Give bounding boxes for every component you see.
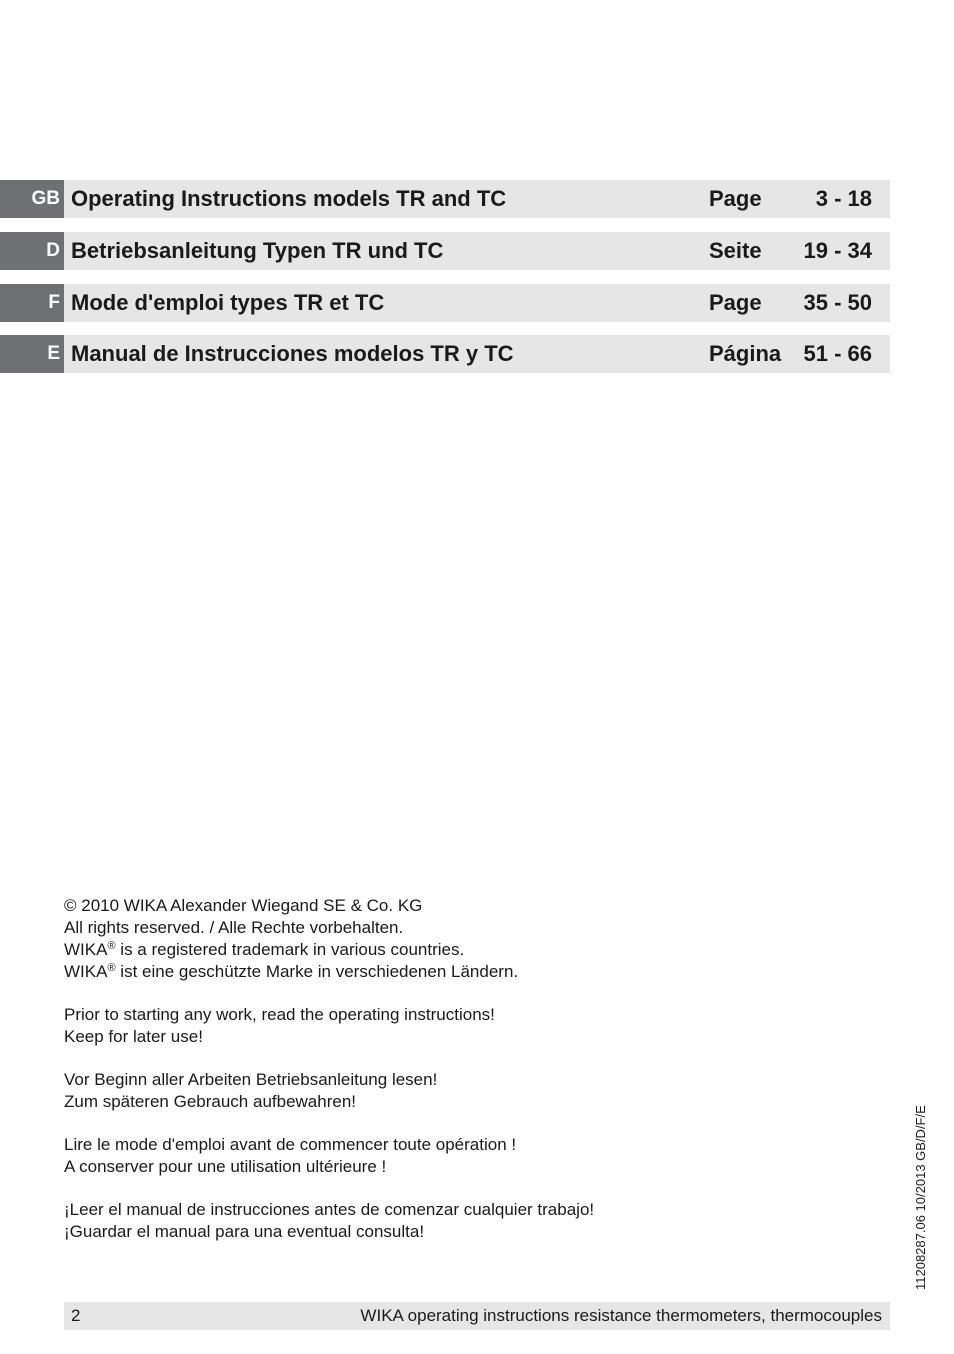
copyright-line: © 2010 WIKA Alexander Wiegand SE & Co. KG xyxy=(64,896,423,915)
legal-notices xyxy=(64,895,764,1264)
toc-page-range: 19 - 34 xyxy=(803,238,872,263)
language-tab: GB xyxy=(0,180,64,218)
trademark-text-de: ist eine geschützte Marke in verschiedenen Ländern. xyxy=(115,962,519,981)
toc-page-label: Page xyxy=(709,290,762,315)
language-tab: D xyxy=(0,232,64,270)
notice-line: Prior to starting any work, read the operating instructions! xyxy=(64,1005,495,1024)
toc-row-f[interactable] xyxy=(0,284,890,322)
notice-line: Vor Beginn aller Arbeiten Betriebsanleitung lesen! xyxy=(64,1070,438,1089)
copyright-block xyxy=(64,895,764,983)
notice-es xyxy=(64,1199,764,1243)
toc-row-gb[interactable] xyxy=(0,180,890,218)
notice-de xyxy=(64,1069,764,1113)
notice-en xyxy=(64,1004,764,1048)
brand-name: WIKA xyxy=(64,962,108,981)
notice-line: A conserver pour une utilisation ultérieure ! xyxy=(64,1157,387,1176)
toc-band xyxy=(64,232,890,270)
toc-page-label: Seite xyxy=(709,238,762,263)
rights-line: All rights reserved. / Alle Rechte vorbehalten. xyxy=(64,918,404,937)
footer-text: WIKA operating instructions resistance thermometers, thermocouples xyxy=(360,1306,882,1325)
trademark-line-de xyxy=(64,961,764,983)
page-footer xyxy=(64,1302,890,1330)
toc-page-range: 35 - 50 xyxy=(803,290,872,315)
document-code: 11208287.06 10/2013 GB/D/F/E xyxy=(913,1105,928,1290)
toc-row-d[interactable] xyxy=(0,232,890,270)
toc-page-range: 3 - 18 xyxy=(815,186,872,211)
toc-band xyxy=(64,180,890,218)
language-tab: F xyxy=(0,284,64,322)
toc-row-e[interactable] xyxy=(0,335,890,373)
language-tab: E xyxy=(0,335,64,373)
toc-band xyxy=(64,335,890,373)
notice-line: Keep for later use! xyxy=(64,1027,203,1046)
toc-page-label: Page xyxy=(709,186,762,211)
notice-line: ¡Leer el manual de instrucciones antes de comenzar cualquier trabajo! xyxy=(64,1200,595,1219)
toc-page-range: 51 - 66 xyxy=(803,341,872,366)
registered-mark: ® xyxy=(107,940,116,952)
toc-page-label: Página xyxy=(709,341,782,366)
toc-title: Manual de Instrucciones modelos TR y TC xyxy=(71,341,514,366)
registered-mark: ® xyxy=(107,962,116,974)
toc-title: Mode d'emploi types TR et TC xyxy=(71,290,385,315)
trademark-text-en: is a registered trademark in various countries. xyxy=(115,940,465,959)
brand-name: WIKA xyxy=(64,940,108,959)
notice-line: Lire le mode d'emploi avant de commencer toute opération ! xyxy=(64,1135,517,1154)
page-number: 2 xyxy=(71,1306,81,1325)
trademark-line-en xyxy=(64,939,764,961)
notice-fr xyxy=(64,1134,764,1178)
toc-title: Betriebsanleitung Typen TR und TC xyxy=(71,238,444,263)
notice-line: Zum späteren Gebrauch aufbewahren! xyxy=(64,1092,357,1111)
notice-line: ¡Guardar el manual para una eventual consulta! xyxy=(64,1222,425,1241)
toc-title: Operating Instructions models TR and TC xyxy=(71,186,507,211)
toc-band xyxy=(64,284,890,322)
